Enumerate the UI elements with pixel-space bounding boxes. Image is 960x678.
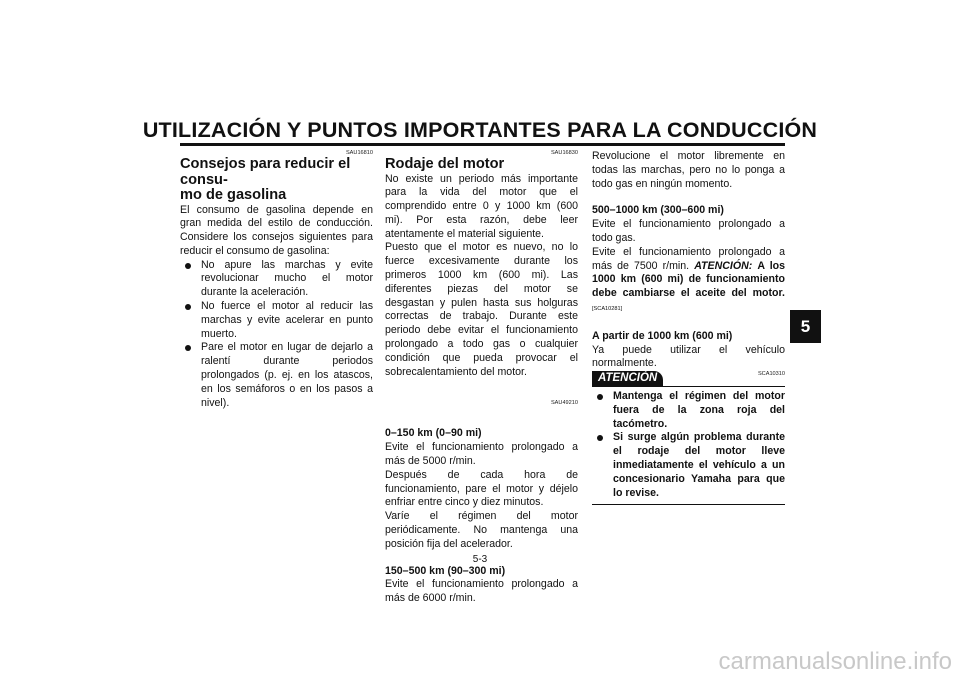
tip-item: No apure las marchas y evite revolucionar mucho el motor durante la aceleración. — [180, 259, 373, 300]
attention-item: Si surge algún problema durante el rodaje del motor lleve inmediatamente el vehículo a un concesionario Yamaha para que lo revise. — [592, 431, 785, 500]
paragraph: Varíe el régimen del motor periódicamente. No mantenga una posición fija del acelerador. — [385, 510, 578, 550]
paragraph: Puesto que el motor es nuevo, no lo fuerce excesivamente durante los primeros 1000 km (600 mi). Las diferentes piezas del motor se desgastan y pulen hasta sus holguras correctas de trabajo. Durante este periodo debe evitar el funcionamiento prolongado a todo gas o cualquier condición que pueda provocar el sobrecalentamiento del motor. — [385, 241, 578, 378]
section-code: SAU49210 — [550, 400, 578, 407]
subsection-title: A partir de 1000 km (600 mi) — [592, 329, 733, 342]
section-code: SAU16810 — [345, 150, 373, 156]
attention-code: SCA10310 — [757, 371, 785, 378]
heading-line-1: Consejos para reducir el consu- — [180, 156, 351, 188]
section-code: SAU16830 — [550, 150, 578, 156]
inline-warning-label: ATENCIÓN: — [694, 259, 753, 272]
subsection-title: 0–150 km (0–90 mi) — [385, 427, 482, 440]
paragraph: Después de cada hora de funcionamiento, pare el motor y déjelo enfriar entre cinco y diez minutos. — [385, 468, 578, 509]
heading-line-2: mo de gasolina — [180, 187, 287, 203]
paragraph: Evite el funcionamiento prolongado a más de 6000 r/min. — [385, 578, 578, 605]
chapter-tab: 5 — [790, 310, 821, 343]
paragraph: No existe un periodo más importante para la vida del motor que el comprendido entre 0 y 1000 km (600 mi). Por esta razón, debe leer atentamente el material siguiente. — [385, 172, 578, 240]
page-title: UTILIZACIÓN Y PUNTOS IMPORTANTES PARA LA CONDUCCIÓN — [142, 118, 818, 142]
warning-code: [SCA10281] — [592, 305, 623, 312]
attention-list — [592, 390, 785, 500]
title-rule — [180, 143, 785, 146]
column-3 — [592, 150, 785, 505]
subsection-title: 500–1000 km (300–600 mi) — [592, 204, 724, 217]
tip-item: No fuerce el motor al reducir las marchas y evite acelerar en punto muerto. — [180, 300, 373, 341]
tip-item: Pare el motor en lugar de dejarlo a ralentí durante periodos prolongados (p. ej. en los atascos, en los semáforos o en los pasos a nivel). — [180, 341, 373, 410]
attention-box — [592, 371, 785, 505]
column-2 — [385, 150, 578, 606]
paragraph — [592, 246, 785, 317]
paragraph: Ya puede utilizar el vehículo normalmente. — [592, 343, 785, 370]
watermark-site: carmanualsonline.info — [718, 648, 952, 675]
paragraph: Evite el funcionamiento prolongado a más de 5000 r/min. — [385, 441, 578, 468]
attention-end-rule — [592, 504, 785, 505]
section-heading: Rodaje del motor — [385, 156, 505, 172]
paragraph: Revolucione el motor libremente en todas las marchas, pero no lo ponga a todo gas en ningún momento. — [592, 150, 785, 190]
tips-list — [180, 259, 373, 411]
inline-warning-text: A los 1000 km (600 mi) de funcionamiento debe cambiarse el aceite del motor. — [592, 259, 786, 300]
subsection-title: 150–500 km (90–300 mi) — [385, 564, 506, 577]
paragraph-lead: Evite el funcionamiento prolongado a más de 7500 r/min. — [592, 245, 785, 272]
column-1 — [180, 150, 373, 410]
attention-item: Mantenga el régimen del motor fuera de la zona roja del tacómetro. — [592, 390, 785, 431]
paragraph: Evite el funcionamiento prolongado a todo gas. — [592, 218, 785, 244]
page-number: 5-3 — [472, 554, 488, 565]
attention-label: ATENCIÓN — [592, 371, 663, 387]
section-heading — [180, 157, 373, 204]
intro-paragraph: El consumo de gasolina depende en gran medida del estilo de conducción. Considere los consejos siguientes para reducir el consumo de gasolina: — [180, 203, 373, 257]
